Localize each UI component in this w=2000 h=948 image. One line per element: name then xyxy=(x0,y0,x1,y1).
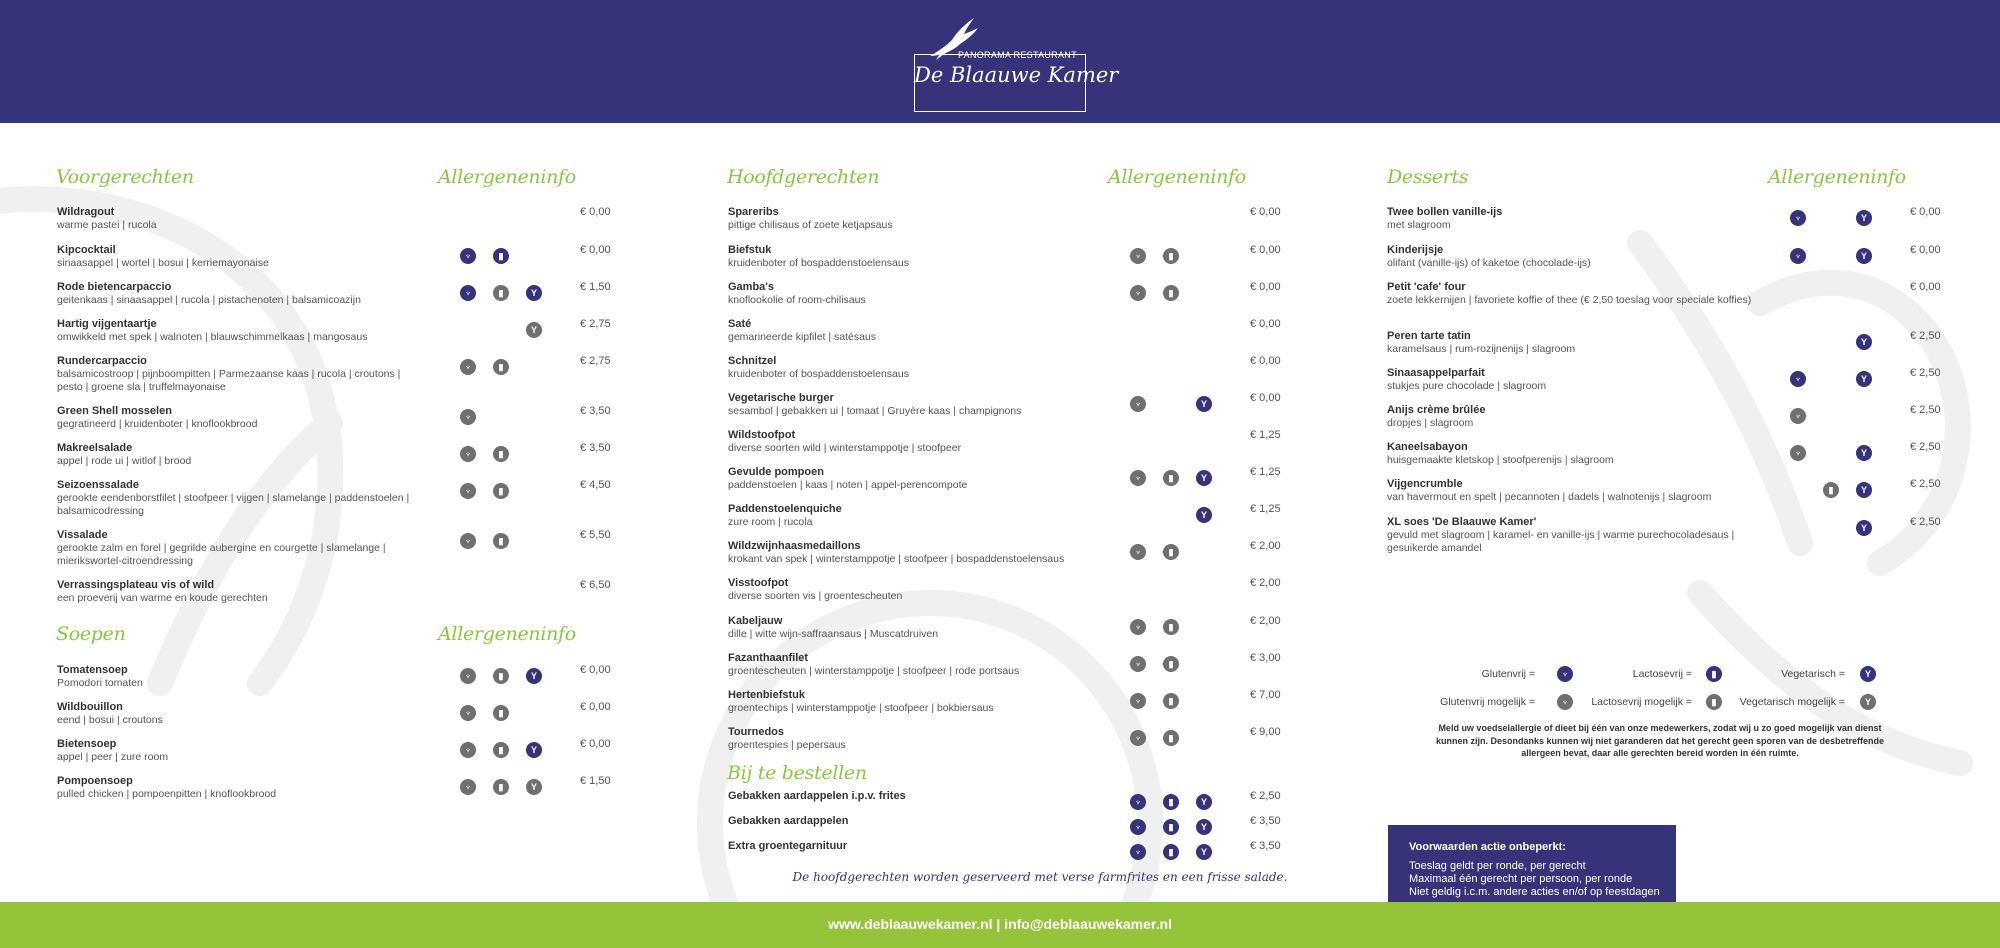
menu-item xyxy=(1387,281,1767,307)
menu-item-description: gemarineerde kipfilet | satésaus xyxy=(728,331,877,343)
wheat-icon: ♆ xyxy=(460,359,476,375)
menu-item-price: € 0,00 xyxy=(580,738,611,750)
vegetarian-icon: Y xyxy=(1196,507,1212,523)
promo-line: Maximaal één gerecht per persoon, per ronde xyxy=(1409,873,1633,885)
milk-bottle-icon: ▮ xyxy=(1163,794,1179,810)
menu-item xyxy=(57,479,417,517)
menu-item-price: € 0,00 xyxy=(1250,392,1281,404)
menu-item-name: Gebakken aardappelen xyxy=(728,815,849,827)
menu-item-price: € 1,50 xyxy=(580,775,611,787)
menu-item-price: € 0,00 xyxy=(580,664,611,676)
menu-item xyxy=(57,206,417,232)
legend-lactosevrij: Lactosevrij = xyxy=(1632,668,1692,680)
menu-item-description: met slagroom xyxy=(1387,219,1451,231)
menu-item-name: Hertenbiefstuk xyxy=(728,689,806,701)
menu-item xyxy=(57,355,417,393)
menu-item-name: Gamba's xyxy=(728,281,775,293)
menu-item-description: pittige chilisaus of zoete ketjapsaus xyxy=(728,219,893,231)
legend-glutenvrij: Glutenvrij = xyxy=(1481,668,1535,680)
menu-item-price: € 1,50 xyxy=(580,281,611,293)
menu-item-price: € 1,25 xyxy=(1250,429,1281,441)
menu-item-description: gerookte zalm en forel | gegrilde aubergine en courgette | slamelange | mierikswortel-citroendressing xyxy=(57,542,386,567)
menu-item xyxy=(728,244,1108,270)
wheat-icon: ♆ xyxy=(1790,445,1806,461)
menu-item-name: Kipcocktail xyxy=(57,244,116,256)
menu-item-description: kruidenboter of bospaddenstoelensaus xyxy=(728,257,909,269)
menu-item-description: gevuld met slagroom | karamel- en vanille-ijs | warme purechocoladesaus | gesuikerde amandel xyxy=(1387,529,1735,554)
milk-bottle-icon: ▮ xyxy=(1163,656,1179,672)
menu-item-description: sinaasappel | wortel | bosui | kerriemayonaise xyxy=(57,257,269,269)
menu-item-price: € 3,50 xyxy=(1250,815,1281,827)
milk-bottle-icon: ▮ xyxy=(1163,248,1179,264)
menu-item-description: olifant (vanille-ijs) of kaketoe (chocolade-ijs) xyxy=(1387,257,1591,269)
menu-item xyxy=(57,579,417,605)
menu-item xyxy=(728,429,1108,455)
milk-bottle-icon: ▮ xyxy=(493,446,509,462)
menu-item-name: Spareribs xyxy=(728,206,779,218)
menu-item-price: € 2,50 xyxy=(1250,790,1281,802)
promo-title: Voorwaarden actie onbeperkt: xyxy=(1409,841,1566,853)
wheat-icon: ♆ xyxy=(460,483,476,499)
menu-item-description: dille | witte wijn-saffraansaus | Muscatdruiven xyxy=(728,628,939,640)
wheat-icon: ♆ xyxy=(1130,844,1146,860)
vegetarian-icon: Y xyxy=(1856,248,1872,264)
menu-item-name: Wildzwijnhaasmedaillons xyxy=(728,540,861,552)
menu-item xyxy=(57,318,417,344)
menu-item-description: karamelsaus | rum-rozijnenijs | slagroom xyxy=(1387,343,1576,355)
menu-item-name: Biefstuk xyxy=(728,244,772,256)
menu-item-price: € 2,00 xyxy=(1250,540,1281,552)
vegetarian-icon: Y xyxy=(1196,470,1212,486)
menu-item-description: diverse soorten wild | winterstamppotje | stoofpeer xyxy=(728,442,962,454)
menu-item-name: Hartig vijgentaartje xyxy=(57,318,157,330)
menu-item-name: Tomatensoep xyxy=(57,664,128,676)
milk-bottle-icon: ▮ xyxy=(1163,285,1179,301)
menu-item-price: € 7,00 xyxy=(1250,689,1281,701)
footer-contact-links[interactable]: www.deblaauwekamer.nl | info@deblaauwekamer.nl xyxy=(828,916,1172,932)
menu-item-name: Saté xyxy=(728,318,752,330)
menu-item xyxy=(728,355,1108,381)
vegetarian-icon: Y xyxy=(1196,794,1212,810)
wheat-icon: ♆ xyxy=(1130,794,1146,810)
menu-item-description: gegratineerd | kruidenboter | knoflookbrood xyxy=(57,418,258,430)
menu-item xyxy=(57,775,417,801)
legend-vegetarisch: Vegetarisch = xyxy=(1781,668,1845,680)
menu-item-description: gerookte eendenborstfilet | stoofpeer | vijgen | slamelange | paddenstoelen | balsamicodressing xyxy=(57,492,410,517)
legend-glutenvrij-mogelijk: Glutenvrij mogelijk = xyxy=(1440,696,1535,708)
menu-item-name: Extra groentegarnituur xyxy=(728,840,848,852)
menu-item-price: € 1,25 xyxy=(1250,466,1281,478)
menu-item xyxy=(728,318,1108,344)
menu-item-price: € 0,00 xyxy=(580,244,611,256)
soepen-allergen-header: Allergeneninfo xyxy=(438,623,576,645)
wheat-icon: ♆ xyxy=(460,533,476,549)
menu-item xyxy=(728,466,1108,492)
wheat-icon: ♆ xyxy=(460,248,476,264)
milk-bottle-icon: ▮ xyxy=(493,779,509,795)
voorgerechten-title: Voorgerechten xyxy=(56,166,194,188)
menu-item xyxy=(728,392,1108,418)
menu-item-name: Tournedos xyxy=(728,726,785,738)
wheat-icon: ♆ xyxy=(1130,730,1146,746)
milk-bottle-icon: ▮ xyxy=(493,285,509,301)
menu-item xyxy=(57,529,417,567)
wheat-icon: ♆ xyxy=(1790,408,1806,424)
hoofdgerechten-title: Hoofdgerechten xyxy=(727,166,880,188)
milk-bottle-icon: ▮ xyxy=(1163,819,1179,835)
wheat-icon: ♆ xyxy=(1130,285,1146,301)
menu-item xyxy=(1387,441,1767,467)
milk-bottle-icon: ▮ xyxy=(493,533,509,549)
milk-bottle-icon: ▮ xyxy=(493,248,509,264)
wheat-icon: ♆ xyxy=(1557,694,1573,710)
menu-item-price: € 5,50 xyxy=(580,529,611,541)
menu-item-name: Kinderijsje xyxy=(1387,244,1444,256)
wheat-icon: ♆ xyxy=(460,779,476,795)
menu-item-name: Vijgencrumble xyxy=(1387,478,1463,490)
menu-item xyxy=(728,689,1108,715)
milk-bottle-icon: ▮ xyxy=(1823,482,1839,498)
vegetarian-icon: Y xyxy=(1860,694,1876,710)
menu-item xyxy=(728,503,1108,529)
menu-item-name: Gevulde pompoen xyxy=(728,466,824,478)
vegetarian-icon: Y xyxy=(1196,396,1212,412)
menu-item-price: € 0,00 xyxy=(580,206,611,218)
legend-lactosevrij-mogelijk: Lactosevrij mogelijk = xyxy=(1591,696,1692,708)
milk-bottle-icon: ▮ xyxy=(1163,470,1179,486)
milk-bottle-icon: ▮ xyxy=(1706,694,1722,710)
wheat-icon: ♆ xyxy=(460,285,476,301)
menu-item-price: € 3,50 xyxy=(580,442,611,454)
menu-item-price: € 3,00 xyxy=(1250,652,1281,664)
menu-item xyxy=(1387,206,1767,232)
menu-item-description: pulled chicken | pompoenpitten | knoflookbrood xyxy=(57,788,277,800)
menu-item-description: eend | bosui | croutons xyxy=(57,714,163,726)
menu-item-name: Anijs crème brûlée xyxy=(1387,404,1486,416)
promo-box xyxy=(1388,825,1676,913)
bij-te-bestellen-title: Bij te bestellen xyxy=(727,762,867,784)
wheat-icon: ♆ xyxy=(460,668,476,684)
menu-item-description: warme pastei | rucola xyxy=(57,219,157,231)
wheat-icon: ♆ xyxy=(460,742,476,758)
wheat-icon: ♆ xyxy=(1790,210,1806,226)
menu-item-description: paddenstoelen | kaas | noten | appel-perencompote xyxy=(728,479,968,491)
menu-item-price: € 2,50 xyxy=(1910,404,1941,416)
menu-item-description: dropjes | slagroom xyxy=(1387,417,1474,429)
wheat-icon: ♆ xyxy=(1130,470,1146,486)
wheat-icon: ♆ xyxy=(460,705,476,721)
menu-item xyxy=(1387,367,1767,393)
menu-item-name: Kaneelsabayon xyxy=(1387,441,1468,453)
vegetarian-icon: Y xyxy=(1856,334,1872,350)
footer-bar xyxy=(0,902,2000,948)
menu-item-price: € 2,75 xyxy=(580,318,611,330)
wheat-icon: ♆ xyxy=(1130,544,1146,560)
menu-item-description: huisgemaakte kletskop | stoofperenijs | slagroom xyxy=(1387,454,1614,466)
menu-item-name: Pompoensoep xyxy=(57,775,133,787)
menu-item-name: Seizoenssalade xyxy=(57,479,139,491)
menu-item xyxy=(728,577,1108,603)
menu-item xyxy=(1387,478,1767,504)
menu-item-name: Wildragout xyxy=(57,206,115,218)
logo-tagline: PANORAMA RESTAURANT xyxy=(958,50,1077,60)
menu-item xyxy=(57,281,417,307)
menu-item-price: € 0,00 xyxy=(1910,206,1941,218)
menu-item-name: Vegetarische burger xyxy=(728,392,834,404)
menu-item-price: € 0,00 xyxy=(1250,206,1281,218)
menu-item-price: € 6,50 xyxy=(580,579,611,591)
milk-bottle-icon: ▮ xyxy=(493,705,509,721)
wheat-icon: ♆ xyxy=(1790,248,1806,264)
vegetarian-icon: Y xyxy=(526,779,542,795)
wheat-icon: ♆ xyxy=(1130,396,1146,412)
menu-item xyxy=(57,405,417,431)
menu-item-description: kruidenboter of bospaddenstoelensaus xyxy=(728,368,909,380)
menu-item-name: Paddenstoelenquiche xyxy=(728,503,842,515)
menu-item-name: Petit 'cafe' four xyxy=(1387,281,1466,293)
menu-item xyxy=(728,615,1108,641)
menu-item-price: € 2,50 xyxy=(1910,478,1941,490)
menu-item xyxy=(728,540,1108,566)
legend-vegetarisch-mogelijk: Vegetarisch mogelijk = xyxy=(1739,696,1845,708)
menu-item xyxy=(728,790,1108,803)
menu-item-price: € 0,00 xyxy=(1250,355,1281,367)
vegetarian-icon: Y xyxy=(1856,520,1872,536)
menu-item-name: Makreelsalade xyxy=(57,442,133,454)
menu-item-description: appel | peer | zure room xyxy=(57,751,169,763)
vegetarian-icon: Y xyxy=(1860,666,1876,682)
vegetarian-icon: Y xyxy=(1196,819,1212,835)
vegetarian-icon: Y xyxy=(1856,371,1872,387)
menu-item-price: € 2,00 xyxy=(1250,615,1281,627)
menu-item-description: appel | rode ui | witlof | brood xyxy=(57,455,192,467)
voorgerechten-allergen-header: Allergeneninfo xyxy=(438,166,576,188)
menu-item-price: € 0,00 xyxy=(1910,244,1941,256)
wheat-icon: ♆ xyxy=(1130,248,1146,264)
milk-bottle-icon: ▮ xyxy=(493,668,509,684)
menu-item-description: zure room | rucola xyxy=(728,516,813,528)
logo-name: De Blaauwe Kamer xyxy=(914,63,1119,87)
hoofdgerechten-note: De hoofdgerechten worden geserveerd met verse farmfrites en een frisse salade. xyxy=(792,870,1288,884)
menu-item-price: € 0,00 xyxy=(1250,281,1281,293)
allergy-note: Meld uw voedselallergie of dieet bij één van onze medewerkers, zodat wij u zo goed mogelijk van dienst kunnen zijn. Desondanks kunnen wij niet garanderen dat het gerecht geen sporen van de desbetreffende allergeen bevat, daar alle gerechten bereid worden in één ruimte. xyxy=(1435,723,1885,758)
wheat-icon: ♆ xyxy=(1130,656,1146,672)
menu-item-price: € 0,00 xyxy=(1910,281,1941,293)
menu-item-description: omwikkeld met spek | walnoten | blauwschimmelkaas | mangosaus xyxy=(57,331,368,343)
menu-item-description: van havermout en spelt | pecannoten | dadels | walnotenijs | slagroom xyxy=(1387,491,1712,503)
milk-bottle-icon: ▮ xyxy=(1163,844,1179,860)
menu-item-name: Vissalade xyxy=(57,529,108,541)
hoofdgerechten-allergen-header: Allergeneninfo xyxy=(1108,166,1246,188)
desserts-allergen-header: Allergeneninfo xyxy=(1768,166,1906,188)
menu-item xyxy=(1387,244,1767,270)
menu-item xyxy=(728,726,1108,752)
milk-bottle-icon: ▮ xyxy=(1163,544,1179,560)
menu-item-price: € 2,75 xyxy=(580,355,611,367)
menu-item xyxy=(57,664,417,690)
menu-item-description: krokant van spek | winterstamppotje | stoofpeer | bospaddenstoelensaus xyxy=(728,553,1065,565)
wheat-icon: ♆ xyxy=(460,409,476,425)
milk-bottle-icon: ▮ xyxy=(493,359,509,375)
menu-item-price: € 3,50 xyxy=(1250,840,1281,852)
menu-item-price: € 0,00 xyxy=(580,701,611,713)
menu-item-name: Kabeljauw xyxy=(728,615,783,627)
milk-bottle-icon: ▮ xyxy=(1163,693,1179,709)
menu-item-price: € 4,50 xyxy=(580,479,611,491)
menu-item-price: € 1,25 xyxy=(1250,503,1281,515)
menu-item-description: groentescheuten | winterstamppotje | stoofpeer | rode portsaus xyxy=(728,665,1020,677)
menu-item-description: geitenkaas | sinaasappel | rucola | pistachenoten | balsamicoazijn xyxy=(57,294,361,306)
menu-item xyxy=(57,244,417,270)
vegetarian-icon: Y xyxy=(1856,210,1872,226)
milk-bottle-icon: ▮ xyxy=(1163,730,1179,746)
restaurant-logo xyxy=(914,18,1119,94)
menu-item-price: € 3,50 xyxy=(580,405,611,417)
menu-item xyxy=(57,701,417,727)
menu-item-name: Bietensoep xyxy=(57,738,117,750)
menu-item xyxy=(1387,330,1767,356)
menu-item-name: Fazanthaanfilet xyxy=(728,652,809,664)
menu-item-description: groentespies | pepersaus xyxy=(728,739,846,751)
menu-item-description: diverse soorten vis | groentescheuten xyxy=(728,590,903,602)
menu-item-name: Rode bietencarpaccio xyxy=(57,281,172,293)
menu-item-name: Schnitzel xyxy=(728,355,777,367)
wheat-icon: ♆ xyxy=(460,446,476,462)
menu-item-name: Gebakken aardappelen i.p.v. frites xyxy=(728,790,906,802)
menu-item-price: € 0,00 xyxy=(1250,318,1281,330)
menu-item-description: balsamicostroop | pijnboompitten | Parmezaanse kaas | rucola | croutons | pesto | groene sla | truffelmayonaise xyxy=(57,368,401,393)
menu-item xyxy=(57,738,417,764)
menu-item xyxy=(1387,404,1767,430)
menu-item-name: Verrassingsplateau vis of wild xyxy=(57,579,215,591)
promo-line: Niet geldig i.c.m. andere acties en/of op feestdagen xyxy=(1409,886,1660,898)
menu-item-price: € 2,50 xyxy=(1910,516,1941,528)
menu-item-name: Twee bollen vanille-ijs xyxy=(1387,206,1503,218)
menu-item-price: € 2,50 xyxy=(1910,330,1941,342)
wheat-icon: ♆ xyxy=(1790,371,1806,387)
menu-item-description: een proeverij van warme en koude gerechten xyxy=(57,592,268,604)
vegetarian-icon: Y xyxy=(526,285,542,301)
menu-item-name: XL soes 'De Blaauwe Kamer' xyxy=(1387,516,1537,528)
milk-bottle-icon: ▮ xyxy=(1163,619,1179,635)
menu-item xyxy=(728,652,1108,678)
milk-bottle-icon: ▮ xyxy=(493,483,509,499)
wheat-icon: ♆ xyxy=(1557,666,1573,682)
vegetarian-icon: Y xyxy=(526,322,542,338)
menu-item-name: Rundercarpaccio xyxy=(57,355,147,367)
menu-item xyxy=(728,815,1108,828)
menu-item-name: Wildbouillon xyxy=(57,701,123,713)
menu-item-name: Sinaasappelparfait xyxy=(1387,367,1485,379)
vegetarian-icon: Y xyxy=(526,668,542,684)
menu-item-description: stukjes pure chocolade | slagroom xyxy=(1387,380,1547,392)
menu-item-name: Peren tarte tatin xyxy=(1387,330,1471,342)
menu-item-name: Green Shell mosselen xyxy=(57,405,172,417)
menu-item-price: € 9,00 xyxy=(1250,726,1281,738)
menu-item-description: knoflookolie of room-chilisaus xyxy=(728,294,866,306)
menu-item xyxy=(57,442,417,468)
menu-item-description: sesambol | gebakken ui | tomaat | Gruyère kaas | champignons xyxy=(728,405,1022,417)
milk-bottle-icon: ▮ xyxy=(1706,666,1722,682)
soepen-title: Soepen xyxy=(56,623,126,645)
vegetarian-icon: Y xyxy=(1856,445,1872,461)
wheat-icon: ♆ xyxy=(1130,619,1146,635)
milk-bottle-icon: ▮ xyxy=(493,742,509,758)
menu-item xyxy=(1387,516,1767,554)
menu-item xyxy=(728,840,1108,853)
menu-item-price: € 2,50 xyxy=(1910,441,1941,453)
menu-item xyxy=(728,206,1108,232)
menu-item-description: Pomodori tomaten xyxy=(57,677,143,689)
menu-item-name: Visstoofpot xyxy=(728,577,789,589)
wheat-icon: ♆ xyxy=(1130,693,1146,709)
vegetarian-icon: Y xyxy=(1196,844,1212,860)
menu-item-name: Wildstoofpot xyxy=(728,429,796,441)
vegetarian-icon: Y xyxy=(526,742,542,758)
menu-item-price: € 0,00 xyxy=(1250,244,1281,256)
desserts-title: Desserts xyxy=(1387,166,1469,188)
menu-item-price: € 2,50 xyxy=(1910,367,1941,379)
menu-item-description: zoete lekkernijen | favoriete koffie of thee (€ 2,50 toeslag voor speciale koffies) xyxy=(1387,294,1752,306)
menu-item-price: € 2,00 xyxy=(1250,577,1281,589)
vegetarian-icon: Y xyxy=(1856,482,1872,498)
wheat-icon: ♆ xyxy=(1130,819,1146,835)
header-banner xyxy=(0,0,2000,123)
menu-item-description: groentechips | winterstamppotje | stoofpeer | bokbiersaus xyxy=(728,702,994,714)
promo-line: Toeslag geldt per ronde, per gerecht xyxy=(1409,860,1586,872)
menu-item xyxy=(728,281,1108,307)
